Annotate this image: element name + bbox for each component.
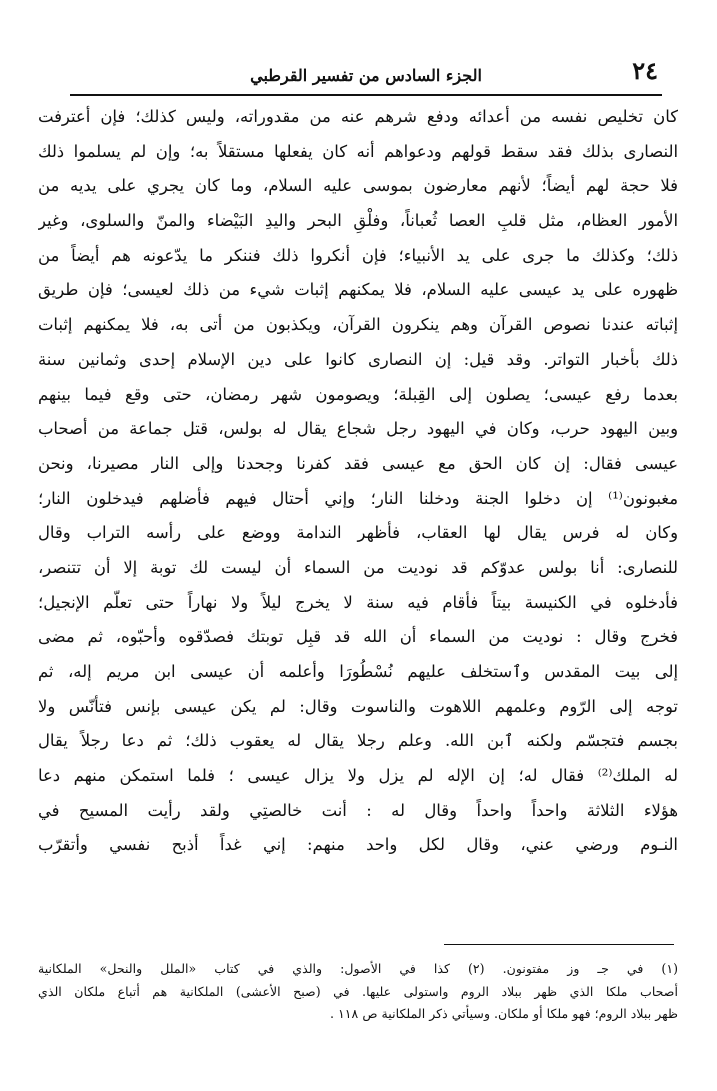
text-line: له الملك⁽²⁾ فقال له؛ إن الإله لم يزل ولا يزال عيسى ؛ فلما استمكن منهم دعا bbox=[38, 766, 678, 786]
text-line: توجه إلى الرّوم وعلمهم اللاهوت والناسوت وقال: لم يكن عيسى بإنس فتأنّس ولا bbox=[38, 696, 678, 716]
body-text bbox=[38, 100, 678, 863]
text-line: فأدخلوه في الكنيسة بيتاً فأقام فيه سنة لا يخرج ليلاً ولا نهاراً حتى تعلّم الإنجيل؛ bbox=[38, 592, 678, 612]
text-line: عيسى فقال: إن كان الحق مع عيسى فقد كفرنا وجحدنا وإلى النار مصيرنا، ونحن bbox=[38, 453, 678, 473]
text-line: وبين اليهود حرب، وكان في اليهود رجل شجاع يقال له بولس، قتل جماعة من أصحاب bbox=[38, 419, 678, 439]
page-number: ٢٤ bbox=[632, 56, 658, 85]
text-line: إلى بيت المقدس وٱستخلف عليهم نُسْطُورَا وأعلمه أن عيسى ابن مريم إله، ثم bbox=[38, 662, 678, 681]
text-line: إثباته عندنا نصوص القرآن وهم ينكرون القرآن، ويكذبون من أتى به، فلا يمكنهم إثبات bbox=[38, 315, 678, 335]
text-line: فخرج وقال : نوديت من السماء أن الله قد قبِل توبتك فصدّقوه وأحبّوه، ثم مضى bbox=[38, 627, 678, 647]
text-line: وكان له فرس يقال لها العقاب، فأظهر الندامة ووضع على رأسه التراب وقال bbox=[38, 523, 678, 543]
text-line: هؤلاء الثلاثة واحداً واحداً وقال له : أنت خالصتِي ولقد رأيت المسيح في bbox=[38, 800, 678, 820]
text-line: النـوم ورضي عني، وقال لكل واحد منهم: إني غداً أذبح نفسي وأتقرّب bbox=[38, 835, 678, 855]
footnote-line: أصحاب ملكا الذي ظهر ببلاد الروم واستولى عليها. في (صبح الأعشى) الملكانية هم أتباع ملكان الذي bbox=[38, 983, 678, 999]
footnotes bbox=[38, 958, 678, 1026]
footnote-line: ظهر ببلاد الروم؛ فهو ملكا أو ملكان. وسيأتي ذكر الملكانية ص ١١٨ . bbox=[330, 1006, 678, 1021]
footnote-line: (١) في جـ وز مفتونون. (٢) كذا في الأصول: والذي في كتاب «الملل والنحل» الملكانية bbox=[38, 961, 678, 976]
text-line: فلا حجة لهم أيضاً؛ لأنهم معارضون بموسى عليه السلام، وما كان يجري على يديه من bbox=[38, 176, 678, 196]
text-line: مغبونون⁽¹⁾ إن دخلوا الجنة ودخلنا النار؛ وإني أحتال فيهم فأضلهم فيدخلون النار؛ bbox=[38, 488, 678, 508]
text-line: ذلك بأخبار التواتر. وقد قيل: إن النصارى كانوا على دين الإسلام إحدى وثمانين سنة bbox=[38, 349, 678, 369]
text-line: بعدما رفع عيسى؛ يصلون إلى القِبلة؛ ويصومون شهر رمضان، حتى وقع فيما بينهم bbox=[38, 384, 678, 404]
text-line: كان تخليص نفسه من أعدائه ودفع شرهم عنه من مقدوراته، وليس كذلك؛ فإن أعترفت bbox=[38, 107, 678, 126]
text-line: ذلك؛ وكذلك ما جرى على يد الأنبياء؛ فإن أنكروا ذلك فننكر ما يدّعونه هم أيضاً من bbox=[38, 245, 678, 265]
page-header bbox=[70, 50, 662, 96]
footnote-divider bbox=[444, 944, 674, 945]
text-line: بجسم فتجسّم ولكنه ٱبن الله. وعلم رجلا يقال له يعقوب ذلك؛ ثم دعا رجلاً يقال bbox=[38, 731, 678, 751]
text-line: النصارى بذلك فقد سقط قولهم ودعواهم أنه كان يفعلها مستقلاً به؛ وإن لم يسلموا ذلك bbox=[38, 141, 678, 161]
text-line: ظهوره على يد عيسى عليه السلام، فلا يمكنهم إثبات شيء من ذلك لعيسى؛ فإن طريق bbox=[38, 280, 678, 300]
text-line: الأمور العظام، مثل قلبِ العصا ثُعباناً، وفلْقِ البحر واليدِ البَيْضاء والمنّ والسلوى، وغير bbox=[38, 211, 678, 231]
running-title: الجزء السادس من تفسير القرطبي bbox=[250, 66, 482, 85]
text-line: للنصارى: أنا بولس عدوّكم قد نوديت من السماء أن ليست لك توبة إلا أن تتنصر، bbox=[38, 557, 678, 577]
